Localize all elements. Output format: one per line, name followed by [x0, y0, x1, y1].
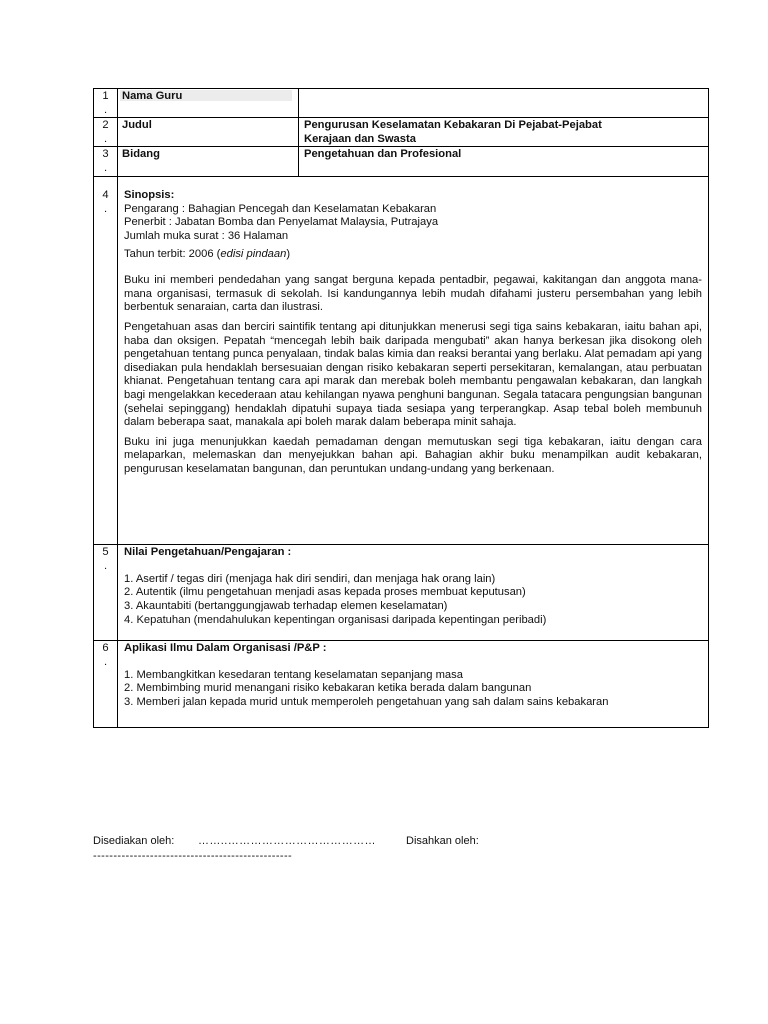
list-item: 1. Membangkitkan kesedaran tentang keselamatan sepanjang masa: [124, 668, 463, 681]
list-item: 2. Membimbing murid menangani risiko kebakaran ketika berada dalam bangunan: [124, 682, 532, 695]
tahun-terbit-text: [124, 248, 702, 262]
signature-footer: [93, 835, 593, 862]
prepared-by-dotted-line: ……..…………………………………: [198, 835, 376, 847]
label-judul: Judul: [122, 119, 152, 131]
list-item: 3. Memberi jalan kepada murid untuk memperoleh pengetahuan yang sah dalam sains kebakaran: [124, 695, 609, 708]
sinopsis-paragraph-2: Pengetahuan asas dan berciri saintifik tentang api ditunjukkan menerusi segi tiga sains kebakaran, iaitu bahan api, haba dan oksigen. Pepatah “mencegah lebih baik daripada mengubati” akan hanya berkesan jika disokong oleh pengetahuan tentang punca penyalaan, tindak balas kimia dan reaksi berantai yang berlaku. Alat pemadam api yang disediakan pula hendaklah bersesuaian dengan risiko kebakaran seperti persekitaran, kemalangan, atau perbuatan khianat. Pengetahuan tentang cara api marak dan merebak boleh membantu pengawalan kebakaran, dan langkah bagi mengelakkan kecederaan atau kehilangan nyawa penghuni bangunan. Segala tatacara pengungsian bangunan (sehelai sepinggang) hendaklah dipatuhi supaya tiada sesiapa yang terperangkap. Asap tebal boleh membunuh dalam beberapa saat, manakala api boleh marak dalam beberapa minit sahaja.: [124, 320, 702, 429]
row-number: 4 .: [94, 177, 118, 545]
bidang-value: Pengetahuan dan Profesional: [299, 147, 709, 177]
tahun-terbit-suffix: ): [286, 247, 291, 260]
label-nama-guru: Nama Guru: [122, 90, 183, 102]
aplikasi-list: [124, 669, 702, 710]
signature-dash-line: -------------------------------------------------: [93, 850, 293, 862]
sinopsis-paragraph-1: Buku ini memberi pendedahan yang sangat berguna kepada pentadbir, pegawai, kakitangan dan anggota mana-mana organisasi, termasuk di sekolah. Isi kandungannya lebih mudah difahami justeru persembahan yang lebih berbentuk senaraian, carta dan ilustrasi.: [124, 274, 702, 314]
label-cell: [118, 118, 299, 147]
row-nilai: [94, 545, 709, 641]
row-number: 1 .: [94, 89, 118, 118]
judul-line-1: Pengurusan Keselamatan Kebakaran Di Pejabat-Pejabat: [304, 119, 602, 131]
list-item: 2. Autentik (ilmu pengetahuan menjadi asas kepada proses membuat keputusan): [124, 586, 526, 599]
row-number-text: 3: [102, 148, 109, 161]
judul-value: [299, 118, 709, 147]
list-item: 3. Akauntabiti (bertanggungjawab terhadap elemen keselamatan): [124, 599, 448, 612]
nilai-list: [124, 573, 702, 627]
row-bidang: [94, 147, 709, 177]
row-aplikasi: [94, 641, 709, 728]
signature-row: [93, 835, 593, 862]
sinopsis-cell: [118, 177, 709, 545]
pengarang-text: Pengarang : Bahagian Pencegah dan Keselamatan Kebakaran: [124, 202, 437, 215]
list-item: 4. Kepatuhan (mendahulukan kepentingan organisasi daripada kepentingan peribadi): [124, 613, 547, 626]
label-cell: [118, 147, 299, 177]
sinopsis-heading: Sinopsis:: [124, 189, 175, 202]
list-item: 1. Asertif / tegas diri (menjaga hak diri sendiri, dan menjaga hak orang lain): [124, 572, 496, 585]
penerbit-text: Penerbit : Jabatan Bomba dan Penyelamat Malaysia, Putrajaya: [124, 216, 439, 229]
sinopsis-paragraph-3: Buku ini juga menunjukkan kaedah pemadaman dengan memutuskan segi tiga kebakaran, iaitu dengan cara melaparkan, melemaskan dan menyejukkan bahan api. Bahagian akhir buku menampilkan audit kebakaran, pengurusan keselamatan bangunan, dan peruntukan undang-undang yang berkenaan.: [124, 435, 702, 475]
jumlah-muka-surat-text: Jumlah muka surat : 36 Halaman: [124, 229, 289, 242]
row-number-text: 4: [102, 189, 109, 202]
row-nama-guru: [94, 89, 709, 118]
nama-guru-value: [299, 89, 709, 118]
row-judul: [94, 118, 709, 147]
row-number-text: 2: [102, 119, 109, 131]
row-sinopsis: [94, 177, 709, 545]
book-review-form: [93, 88, 709, 728]
approved-by-label: Disahkan oleh:: [406, 835, 479, 847]
row-number-text: 5: [102, 546, 109, 559]
aplikasi-heading: Aplikasi Ilmu Dalam Organisasi /P&P :: [124, 642, 327, 655]
tahun-terbit-prefix: Tahun terbit: 2006 (: [124, 247, 221, 260]
row-number-text: 6: [102, 642, 109, 655]
nilai-cell: [118, 545, 709, 641]
row-number: 2 .: [94, 118, 118, 147]
judul-line-2: Kerajaan dan Swasta: [304, 132, 416, 145]
row-number: 3 .: [94, 147, 118, 177]
nilai-heading: Nilai Pengetahuan/Pengajaran :: [124, 546, 292, 559]
aplikasi-cell: [118, 641, 709, 728]
tahun-terbit-edition: edisi pindaan: [220, 247, 287, 260]
prepared-by-label: Disediakan oleh:: [93, 835, 175, 847]
label-cell: [118, 89, 299, 118]
row-number: 6 .: [94, 641, 118, 728]
row-number: 5 .: [94, 545, 118, 641]
row-number-text: 1: [102, 90, 109, 102]
label-bidang: Bidang: [122, 148, 160, 161]
